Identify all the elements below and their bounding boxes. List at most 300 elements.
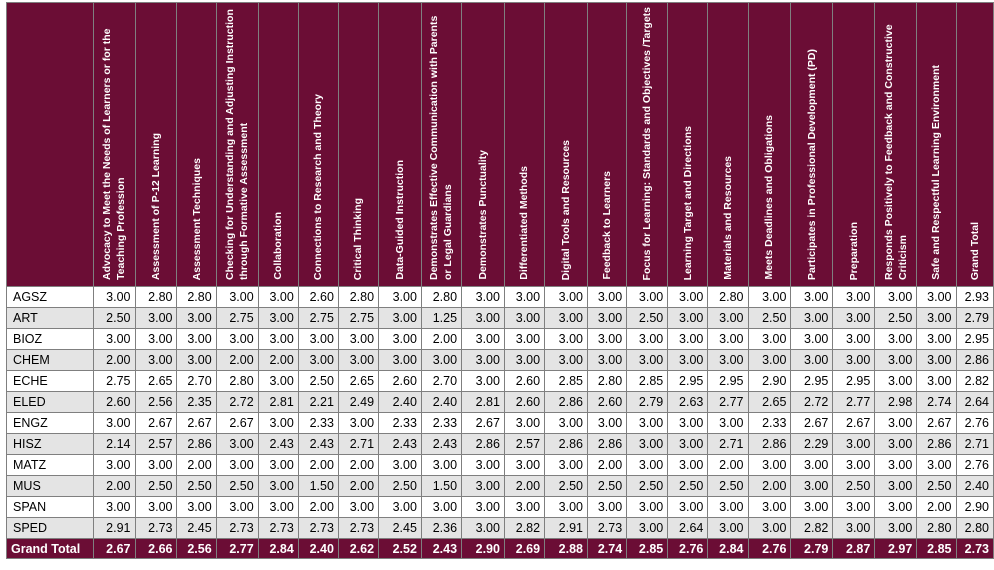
score-cell: 2.49 [338,392,378,413]
column-header-label: Data-Guided Instruction [393,160,406,280]
score-cell: 2.33 [748,413,791,434]
score-cell: 2.40 [421,392,461,413]
score-cell: 2.43 [258,434,298,455]
score-cell: 3.00 [668,413,708,434]
score-cell: 2.14 [93,434,135,455]
score-cell: 3.00 [833,455,875,476]
grand-total-cell: 2.90 [462,539,505,559]
score-cell: 2.67 [917,413,956,434]
grand-total-cell: 2.43 [421,539,461,559]
grand-total-cell: 2.73 [956,539,993,559]
score-cell: 2.91 [93,518,135,539]
score-cell: 2.50 [545,476,588,497]
score-cell: 2.43 [298,434,338,455]
score-cell: 3.00 [338,329,378,350]
score-cell: 3.00 [216,434,258,455]
score-cell: 2.75 [338,308,378,329]
score-cell: 2.75 [216,308,258,329]
grand-total-cell: 2.85 [917,539,956,559]
score-cell: 3.00 [93,455,135,476]
score-cell: 2.00 [298,455,338,476]
score-cell: 2.50 [708,476,748,497]
column-header [258,3,298,287]
score-cell: 3.00 [627,287,668,308]
score-cell: 3.00 [545,497,588,518]
score-cell: 3.00 [298,350,338,371]
table-row [7,476,994,497]
grand-total-cell: 2.40 [298,539,338,559]
score-cell: 3.00 [177,497,216,518]
row-label: ECHE [7,371,94,392]
grand-total-cell: 2.97 [875,539,917,559]
score-cell: 3.00 [627,455,668,476]
score-cell: 3.00 [545,287,588,308]
score-cell: 3.00 [875,497,917,518]
column-header [708,3,748,287]
score-cell: 2.95 [791,371,833,392]
data-table [6,2,994,559]
score-cell: 2.60 [93,392,135,413]
grand-total-cell: 2.77 [216,539,258,559]
grand-total-cell: 2.66 [135,539,177,559]
column-header [93,3,135,287]
score-cell: 3.00 [668,350,708,371]
score-cell: 2.73 [258,518,298,539]
score-cell: 2.40 [956,476,993,497]
score-cell: 3.00 [93,329,135,350]
score-cell: 2.70 [421,371,461,392]
score-cell: 2.82 [504,518,544,539]
table-row [7,287,994,308]
score-cell: 1.50 [298,476,338,497]
score-cell: 2.67 [135,413,177,434]
score-cell: 3.00 [258,329,298,350]
score-cell: 2.81 [258,392,298,413]
score-cell: 3.00 [93,287,135,308]
score-cell: 2.86 [748,434,791,455]
score-cell: 2.60 [588,392,627,413]
score-cell: 3.00 [627,350,668,371]
column-header-label: Materials and Resources [721,156,734,280]
score-cell: 3.00 [833,518,875,539]
score-cell: 2.73 [588,518,627,539]
column-header [504,3,544,287]
score-cell: 3.00 [379,308,422,329]
score-cell: 2.50 [588,476,627,497]
score-cell: 2.43 [379,434,422,455]
table-row [7,392,994,413]
score-cell: 2.95 [708,371,748,392]
score-cell: 2.80 [216,371,258,392]
score-cell: 3.00 [462,497,505,518]
score-cell: 2.50 [135,476,177,497]
score-cell: 3.00 [545,329,588,350]
score-cell: 3.00 [875,371,917,392]
column-header [875,3,917,287]
score-cell: 3.00 [748,518,791,539]
score-cell: 2.73 [298,518,338,539]
score-cell: 3.00 [379,497,422,518]
row-label: AGSZ [7,287,94,308]
score-cell: 3.00 [545,308,588,329]
score-cell: 3.00 [504,350,544,371]
score-cell: 2.80 [708,287,748,308]
score-cell: 3.00 [462,287,505,308]
score-cell: 3.00 [875,476,917,497]
score-cell: 2.67 [791,413,833,434]
column-header [627,3,668,287]
column-header [791,3,833,287]
score-cell: 3.00 [379,287,422,308]
score-cell: 3.00 [833,329,875,350]
grand-total-cell: 2.56 [177,539,216,559]
score-cell: 2.60 [504,392,544,413]
grand-total-cell: 2.84 [258,539,298,559]
score-cell: 2.63 [668,392,708,413]
score-cell: 3.00 [258,413,298,434]
score-cell: 3.00 [462,455,505,476]
score-cell: 2.75 [298,308,338,329]
score-cell: 3.00 [917,287,956,308]
table-row [7,350,994,371]
score-cell: 2.21 [298,392,338,413]
score-cell: 2.00 [917,497,956,518]
score-cell: 3.00 [668,434,708,455]
score-cell: 3.00 [588,497,627,518]
score-cell: 3.00 [748,455,791,476]
score-cell: 2.80 [135,287,177,308]
score-cell: 3.00 [379,329,422,350]
score-cell: 3.00 [708,518,748,539]
score-cell: 3.00 [462,476,505,497]
score-cell: 2.50 [298,371,338,392]
score-cell: 2.95 [956,329,993,350]
column-header-label: Feedback to Learners [601,171,614,280]
score-cell: 2.80 [917,518,956,539]
score-cell: 3.00 [875,518,917,539]
score-cell: 2.77 [833,392,875,413]
grand-total-cell: 2.74 [588,539,627,559]
score-cell: 3.00 [545,413,588,434]
column-header-label: Preparation [847,221,860,280]
score-cell: 3.00 [668,497,708,518]
score-cell: 2.76 [956,413,993,434]
row-label: ENGZ [7,413,94,434]
score-cell: 2.00 [748,476,791,497]
score-cell: 3.00 [833,308,875,329]
score-cell: 3.00 [627,329,668,350]
row-label: HISZ [7,434,94,455]
score-cell: 3.00 [421,350,461,371]
score-cell: 3.00 [627,434,668,455]
table-body [7,287,994,539]
grand-total-cell: 2.85 [627,539,668,559]
column-header-label: Meets Deadlines and Obligations [763,115,776,280]
score-cell: 3.00 [917,371,956,392]
score-cell: 2.00 [338,455,378,476]
score-cell: 2.50 [216,476,258,497]
score-cell: 2.86 [917,434,956,455]
score-cell: 2.72 [791,392,833,413]
score-cell: 3.00 [627,518,668,539]
column-header [833,3,875,287]
score-cell: 3.00 [504,329,544,350]
score-cell: 2.86 [177,434,216,455]
column-header-label: Assessment Techniques [190,157,203,280]
row-label: MUS [7,476,94,497]
score-cell: 2.72 [216,392,258,413]
score-cell: 3.00 [875,434,917,455]
score-cell: 2.91 [545,518,588,539]
score-cell: 2.86 [462,434,505,455]
score-cell: 2.82 [956,371,993,392]
score-cell: 2.70 [177,371,216,392]
score-cell: 2.40 [379,392,422,413]
score-cell: 3.00 [833,497,875,518]
column-header-label: Checking for Understanding and Adjusting Instruction through Formative Assessment [224,9,251,280]
score-cell: 2.76 [956,455,993,476]
column-header-label: Participates in Professional Development (PD) [805,48,818,280]
score-cell: 2.86 [545,392,588,413]
score-cell: 2.86 [588,434,627,455]
score-cell: 3.00 [708,350,748,371]
score-cell: 3.00 [462,329,505,350]
score-cell: 3.00 [298,329,338,350]
table-row [7,329,994,350]
score-cell: 2.00 [421,329,461,350]
score-cell: 3.00 [93,413,135,434]
score-cell: 2.33 [421,413,461,434]
score-cell: 2.00 [504,476,544,497]
score-cell: 3.00 [791,455,833,476]
score-cell: 3.00 [668,308,708,329]
score-cell: 3.00 [135,350,177,371]
score-cell: 2.85 [545,371,588,392]
score-cell: 2.56 [135,392,177,413]
score-cell: 2.57 [135,434,177,455]
row-label: ELED [7,392,94,413]
score-cell: 2.85 [627,371,668,392]
score-cell: 2.00 [298,497,338,518]
score-cell: 2.73 [338,518,378,539]
score-cell: 2.00 [258,350,298,371]
score-cell: 2.74 [917,392,956,413]
score-cell: 2.64 [668,518,708,539]
score-cell: 3.00 [421,497,461,518]
score-cell: 3.00 [135,329,177,350]
score-cell: 2.71 [338,434,378,455]
grand-total-cell: 2.52 [379,539,422,559]
score-cell: 3.00 [917,329,956,350]
score-cell: 3.00 [708,497,748,518]
column-header-label: Learning Target and Directions [681,125,694,280]
score-cell: 3.00 [588,329,627,350]
score-cell: 3.00 [258,308,298,329]
score-cell: 2.50 [379,476,422,497]
score-cell: 3.00 [875,413,917,434]
score-cell: 2.00 [338,476,378,497]
grand-total-cell: 2.67 [93,539,135,559]
score-cell: 2.95 [833,371,875,392]
score-cell: 2.81 [462,392,505,413]
score-cell: 3.00 [135,308,177,329]
row-label: ART [7,308,94,329]
score-cell: 2.60 [504,371,544,392]
score-cell: 2.86 [956,350,993,371]
score-cell: 3.00 [258,455,298,476]
score-cell: 2.95 [668,371,708,392]
row-label: CHEM [7,350,94,371]
column-header [956,3,993,287]
grand-total-cell: 2.62 [338,539,378,559]
row-label: SPED [7,518,94,539]
score-cell: 3.00 [668,287,708,308]
column-header-label: Advocacy to Meet the Needs of Learners or for the Teaching Profession [100,28,128,280]
score-cell: 3.00 [504,308,544,329]
grand-total-label: Grand Total [7,539,94,559]
grand-total-row [7,539,994,559]
score-cell: 3.00 [504,287,544,308]
score-cell: 2.79 [956,308,993,329]
score-cell: 3.00 [93,497,135,518]
score-cell: 2.67 [833,413,875,434]
column-header-label: Assessment of P-12 Learning [149,132,162,280]
score-cell: 2.35 [177,392,216,413]
column-header-label: Collaboration [272,212,285,280]
score-cell: 3.00 [588,308,627,329]
score-cell: 2.65 [338,371,378,392]
score-cell: 3.00 [875,287,917,308]
score-cell: 2.50 [748,308,791,329]
score-cell: 1.25 [421,308,461,329]
score-cell: 3.00 [833,350,875,371]
score-cell: 3.00 [708,308,748,329]
score-cell: 2.80 [177,287,216,308]
score-cell: 2.93 [956,287,993,308]
header-row [7,3,994,287]
table-row [7,497,994,518]
score-cell: 3.00 [748,497,791,518]
score-cell: 3.00 [748,329,791,350]
score-cell: 3.00 [917,350,956,371]
score-cell: 3.00 [504,413,544,434]
score-cell: 3.00 [338,497,378,518]
score-cell: 2.00 [216,350,258,371]
score-cell: 2.98 [875,392,917,413]
score-cell: 3.00 [216,329,258,350]
score-cell: 2.50 [627,476,668,497]
score-cell: 3.00 [791,476,833,497]
score-cell: 2.00 [177,455,216,476]
score-cell: 2.65 [135,371,177,392]
score-cell: 3.00 [258,497,298,518]
score-cell: 3.00 [791,329,833,350]
score-cell: 3.00 [748,287,791,308]
score-cell: 2.77 [708,392,748,413]
row-label: SPAN [7,497,94,518]
grand-total-cell: 2.88 [545,539,588,559]
score-cell: 3.00 [588,350,627,371]
score-cell: 3.00 [627,497,668,518]
score-cell: 3.00 [875,350,917,371]
score-cell: 2.57 [504,434,544,455]
score-cell: 3.00 [627,413,668,434]
score-cell: 3.00 [177,350,216,371]
score-cell: 3.00 [791,308,833,329]
table-row [7,434,994,455]
table-row [7,308,994,329]
score-cell: 3.00 [462,308,505,329]
score-cell: 2.64 [956,392,993,413]
score-cell: 3.00 [258,476,298,497]
score-cell: 2.50 [917,476,956,497]
score-cell: 2.36 [421,518,461,539]
row-label: MATZ [7,455,94,476]
score-cell: 3.00 [462,350,505,371]
score-cell: 2.73 [216,518,258,539]
score-cell: 3.00 [791,350,833,371]
score-cell: 2.71 [956,434,993,455]
score-cell: 2.50 [833,476,875,497]
grand-total-cell: 2.79 [791,539,833,559]
score-cell: 2.73 [135,518,177,539]
score-cell: 3.00 [216,287,258,308]
score-cell: 3.00 [588,413,627,434]
score-cell: 2.50 [93,308,135,329]
score-cell: 3.00 [917,455,956,476]
score-cell: 2.33 [379,413,422,434]
score-cell: 2.80 [588,371,627,392]
score-cell: 2.90 [956,497,993,518]
score-cell: 3.00 [135,455,177,476]
score-cell: 2.45 [177,518,216,539]
score-cell: 3.00 [708,413,748,434]
score-cell: 2.45 [379,518,422,539]
column-header [545,3,588,287]
score-cell: 3.00 [668,329,708,350]
column-header-label: Demonstrates Effective Communication with Parents or Legal Guardians [428,15,455,280]
column-header [588,3,627,287]
corner-cell [7,3,94,287]
table-row [7,518,994,539]
score-cell: 2.43 [421,434,461,455]
score-cell: 2.90 [748,371,791,392]
score-cell: 2.29 [791,434,833,455]
column-header [379,3,422,287]
score-cell: 2.50 [627,308,668,329]
score-cell: 2.80 [956,518,993,539]
score-cell: 3.00 [338,413,378,434]
score-cell: 2.60 [379,371,422,392]
score-cell: 3.00 [708,329,748,350]
score-cell: 3.00 [545,350,588,371]
column-header [748,3,791,287]
score-cell: 2.50 [668,476,708,497]
score-cell: 3.00 [379,350,422,371]
score-cell: 2.00 [588,455,627,476]
score-cell: 3.00 [462,371,505,392]
grand-total-cell: 2.76 [668,539,708,559]
score-cell: 3.00 [668,455,708,476]
score-cell: 2.00 [708,455,748,476]
score-cell: 2.00 [93,476,135,497]
column-header-label: Responds Positively to Feedback and Constructive Criticism [882,24,909,280]
score-cell: 2.50 [875,308,917,329]
score-cell: 3.00 [135,497,177,518]
score-cell: 3.00 [791,497,833,518]
score-cell: 2.60 [298,287,338,308]
column-header [135,3,177,287]
